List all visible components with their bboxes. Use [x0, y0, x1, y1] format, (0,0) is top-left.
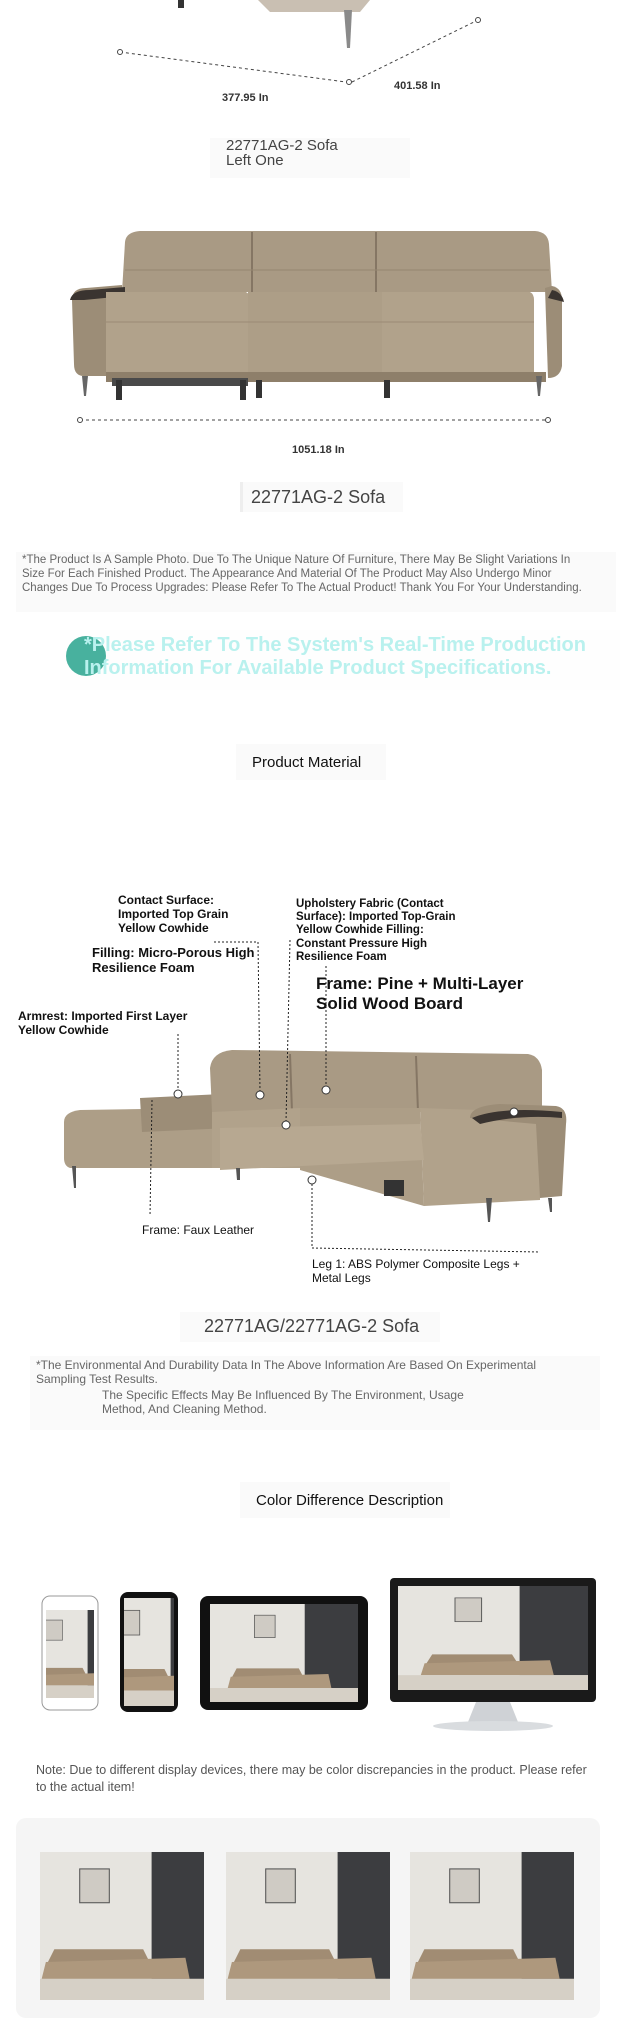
label-armrest: Armrest: Imported First Layer Yellow Cowhide	[18, 1009, 188, 1037]
dimension-right: 401.58 In	[394, 80, 441, 92]
env-note-line2: The Specific Effects May Be Influenced By The Environment, Usage Method, And Cleaning Method.	[102, 1388, 464, 1417]
label-contact-surface: Contact Surface: Imported Top Grain Yellow Cowhide	[118, 893, 229, 935]
label-frame-wood: Frame: Pine + Multi-Layer Solid Wood Board	[316, 974, 524, 1014]
variant-image-1	[16, 1852, 227, 2000]
dimension-width: 1051.18 In	[292, 444, 345, 456]
label-upholstery: Upholstery Fabric (Contact Surface): Imported Top-Grain Yellow Cowhide Filling: Constant Pressure High Resilience Foam	[296, 898, 456, 963]
material-caption: 22771AG/22771AG-2 Sofa	[204, 1316, 420, 1336]
dimension-left: 377.95 In	[222, 92, 269, 104]
disclaimer-text: *The Product Is A Sample Photo. Due To The Unique Nature Of Furniture, There May Be Slight Variations In Size For Each Finished Product. The Appearance And Material Of The Product May Also Undergo Minor Changes Due To Process Upgrades: Please Refer To The Actual Product! Thank You For Your Understanding.	[22, 554, 582, 594]
sofa-model-caption: 22771AG-2 Sofa	[226, 137, 338, 154]
label-filling: Filling: Micro-Porous High Resilience Foam	[92, 945, 255, 975]
sofa-caption: 22771AG-2 Sofa	[251, 487, 386, 507]
label-frame-leather: Frame: Faux Leather	[142, 1223, 255, 1237]
promo-text: *Please Refer To The System's Real-Time Production Information For Available Product Specifications.	[84, 634, 586, 679]
label-leg: Leg 1: ABS Polymer Composite Legs + Metal Legs	[312, 1257, 520, 1285]
variant-image-3	[386, 1852, 597, 2000]
color-note: Note: Due to different display devices, there may be color discrepancies in the product. Please refer to the actual item!	[36, 1763, 587, 1794]
section-title-color: Color Difference Description	[256, 1492, 444, 1509]
section-title-material: Product Material	[252, 754, 362, 771]
env-note-line1: *The Environmental And Durability Data In The Above Information Are Based On Experimental Sampling Test Results.	[36, 1358, 537, 1387]
sofa-variant-caption: Left One	[226, 152, 284, 169]
variant-image-2	[202, 1852, 413, 2000]
